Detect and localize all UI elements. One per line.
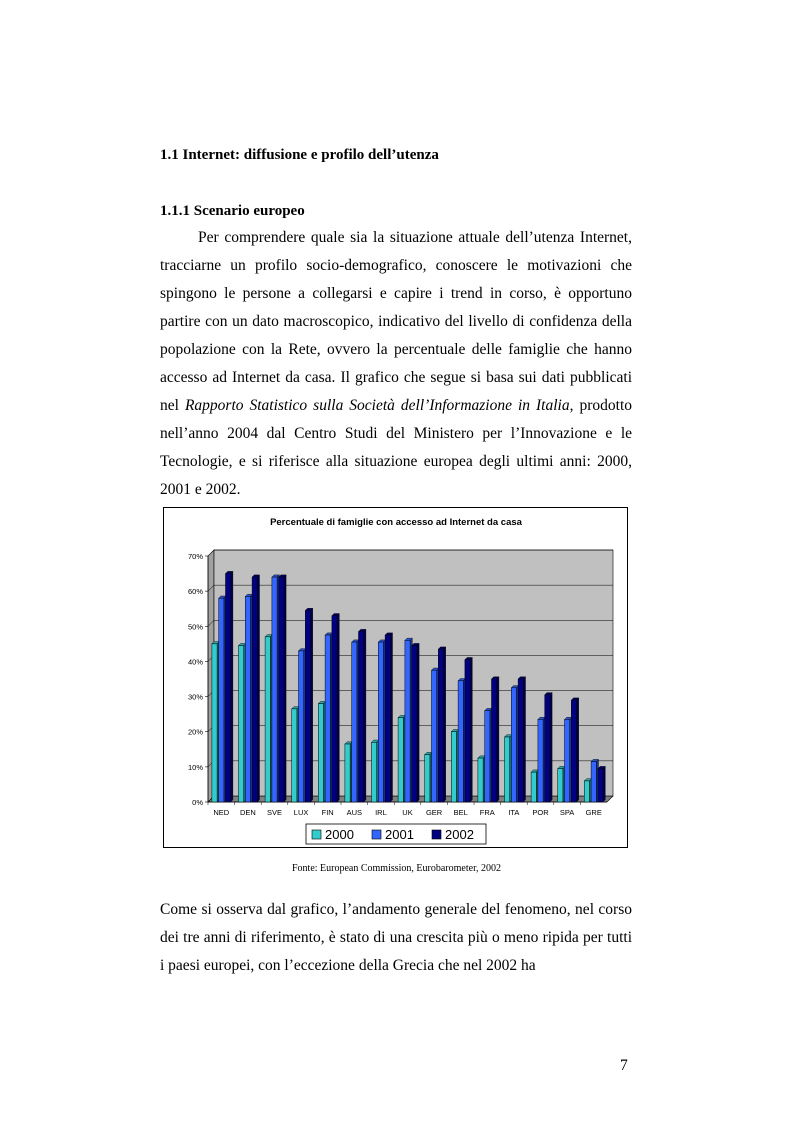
bar-2000-SVE bbox=[265, 637, 270, 802]
y-tick-label: 50% bbox=[187, 622, 203, 632]
y-tick-label: 10% bbox=[187, 762, 203, 772]
y-tick-label: 40% bbox=[187, 657, 203, 667]
bar-side bbox=[257, 575, 259, 802]
bar-side bbox=[231, 571, 233, 802]
x-tick-label: IRL bbox=[375, 808, 387, 817]
bar-2000-GER bbox=[425, 755, 430, 802]
section-heading: 1.1 Internet: diffusione e profilo dell’utenza bbox=[160, 147, 439, 163]
intro-paragraph bbox=[160, 224, 632, 504]
bar-2001-FRA bbox=[485, 711, 490, 802]
y-tick-label: 70% bbox=[187, 552, 203, 561]
x-tick-label: SPA bbox=[559, 808, 575, 817]
x-tick-label: FRA bbox=[479, 808, 495, 817]
bar-2001-SVE bbox=[272, 577, 277, 802]
bar-2001-DEN bbox=[245, 596, 250, 802]
bar-side bbox=[390, 633, 392, 802]
bar-chart bbox=[164, 508, 629, 849]
page-number: 7 bbox=[620, 1057, 628, 1074]
bar-2002-SPA bbox=[571, 700, 576, 802]
bar-2001-GRE bbox=[591, 762, 596, 802]
analysis-paragraph: Come si osserva dal grafico, l’andamento generale del fenomeno, nel corso dei tre anni di riferimento, è stato di una crescita più o meno ripida per tutti i paesi europei, con l’eccezione della Grecia che nel 2002 ha bbox=[160, 901, 632, 974]
y-tick-label: 30% bbox=[187, 692, 203, 702]
chart-frame bbox=[163, 507, 628, 848]
x-tick-label: SVE bbox=[266, 808, 283, 817]
x-tick-label: POR bbox=[532, 808, 549, 817]
bar-side bbox=[311, 608, 313, 802]
bar-2002-NED bbox=[226, 574, 231, 802]
bar-2002-GER bbox=[438, 649, 443, 802]
bar-2002-FRA bbox=[492, 679, 497, 802]
intro-text-a: Per comprendere quale sia la situazione attuale dell’utenza Internet, tracciarne un profilo socio-demografico, conoscere le motivazioni che spingono le persone a collegarsi e capire i trend in corso, è opportuno partire con un dato macroscopico, indicativo del livello di confidenza della popolazione con la Rete, ovvero la percentuale delle famiglie che hanno accesso ad Internet da casa. Il grafico che segue si basa sui dati pubblicati nel bbox=[160, 229, 632, 414]
bar-2000-AUS bbox=[345, 744, 350, 802]
y-tick-label: 60% bbox=[187, 587, 203, 597]
bar-2000-NED bbox=[212, 644, 217, 802]
x-tick-label: DEN bbox=[239, 808, 256, 817]
bar-2000-BEL bbox=[451, 732, 456, 802]
bar-2000-IRL bbox=[372, 742, 377, 802]
bar-2000-POR bbox=[531, 772, 536, 802]
bar-2001-AUS bbox=[352, 642, 357, 802]
legend-label-2001: 2001 bbox=[385, 827, 414, 842]
legend-swatch-2002 bbox=[432, 830, 441, 839]
subsection-heading: 1.1.1 Scenario europeo bbox=[160, 203, 305, 219]
bar-2002-POR bbox=[545, 695, 550, 802]
bar-2001-POR bbox=[538, 719, 543, 802]
bar-2002-FIN bbox=[332, 616, 337, 802]
bar-2001-ITA bbox=[511, 688, 516, 802]
x-tick-label: AUS bbox=[346, 808, 363, 817]
y-tick-label: 0% bbox=[192, 798, 203, 807]
x-tick-label: UK bbox=[402, 808, 413, 817]
bar-2001-GER bbox=[432, 670, 437, 802]
bar-side bbox=[550, 693, 552, 802]
bar-2001-LUX bbox=[299, 651, 304, 802]
bar-side bbox=[284, 575, 286, 802]
x-tick-label: FIN bbox=[321, 808, 334, 817]
legend-swatch-2000 bbox=[312, 830, 321, 839]
bar-2000-UK bbox=[398, 718, 403, 802]
bar-side bbox=[417, 643, 419, 802]
bar-2002-UK bbox=[412, 646, 417, 802]
bar-2002-IRL bbox=[385, 635, 390, 802]
bar-2002-GRE bbox=[598, 769, 603, 802]
bar-2002-LUX bbox=[305, 610, 310, 802]
bar-2002-DEN bbox=[252, 577, 257, 802]
bar-2002-SVE bbox=[279, 577, 284, 802]
report-title: Rapporto Statistico sulla Società dell’Informazione in Italia bbox=[184, 397, 570, 414]
bar-2001-NED bbox=[219, 598, 224, 802]
bar-2002-AUS bbox=[359, 632, 364, 802]
bar-side bbox=[497, 677, 499, 802]
bar-2001-IRL bbox=[378, 642, 383, 802]
bar-side bbox=[337, 614, 339, 802]
bar-2001-SPA bbox=[565, 719, 570, 802]
bar-2000-GRE bbox=[584, 781, 589, 802]
x-tick-label: GRE bbox=[585, 808, 602, 817]
bar-2002-BEL bbox=[465, 660, 470, 802]
x-tick-label: GER bbox=[425, 808, 443, 817]
bar-2000-DEN bbox=[239, 646, 244, 802]
legend-label-2000: 2000 bbox=[325, 827, 354, 842]
bar-side bbox=[577, 698, 579, 802]
bar-2001-UK bbox=[405, 640, 410, 802]
x-tick-label: LUX bbox=[293, 808, 309, 817]
bar-side bbox=[523, 677, 525, 802]
bar-2001-BEL bbox=[458, 681, 463, 802]
bar-2000-FIN bbox=[318, 704, 323, 802]
bar-side bbox=[603, 766, 605, 802]
bar-2000-ITA bbox=[505, 737, 510, 802]
bar-side bbox=[470, 657, 472, 802]
legend-label-2002: 2002 bbox=[445, 827, 474, 842]
x-tick-label: NED bbox=[213, 808, 230, 817]
x-tick-label: ITA bbox=[508, 808, 520, 817]
bar-2000-FRA bbox=[478, 758, 483, 802]
bar-2001-FIN bbox=[325, 635, 330, 802]
source-caption: Fonte: European Commission, Eurobarometer, 2002 bbox=[291, 863, 501, 874]
legend-swatch-2001 bbox=[372, 830, 381, 839]
bar-2000-SPA bbox=[558, 769, 563, 802]
bar-2000-LUX bbox=[292, 709, 297, 802]
bar-side bbox=[364, 629, 366, 802]
intro-text-b: , prodotto nell’anno 2004 dal Centro Studi del Ministero per l’Innovazione e le Tecnologie, e si riferisce alla situazione europea degli ultimi anni: 2000, 2001 e 2002. bbox=[160, 397, 632, 498]
y-tick-label: 20% bbox=[187, 727, 203, 737]
bar-2002-ITA bbox=[518, 679, 523, 802]
chart-title: Percentuale di famiglie con accesso ad Internet da casa bbox=[270, 517, 522, 528]
x-tick-label: BEL bbox=[453, 808, 468, 817]
bar-side bbox=[444, 647, 446, 802]
